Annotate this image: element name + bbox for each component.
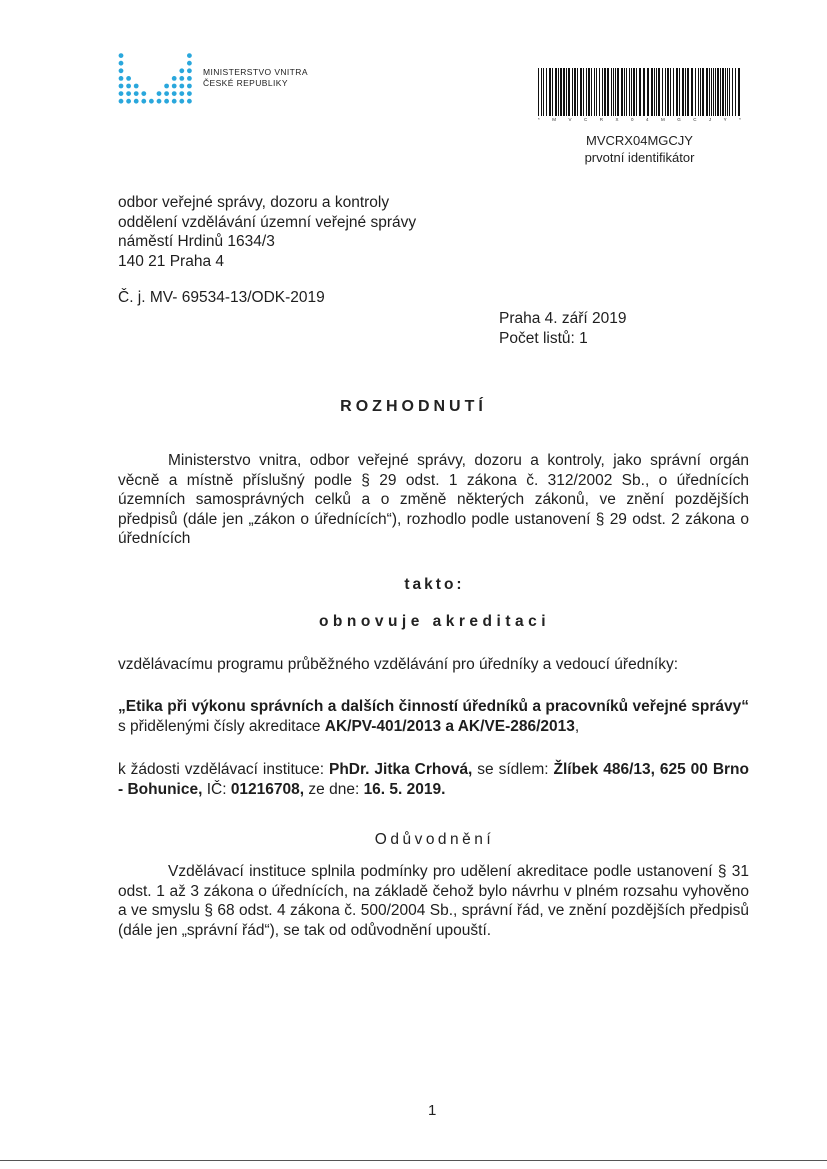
barcode	[538, 68, 741, 122]
barcode-id-label: prvotní identifikátor	[584, 150, 695, 165]
barcode-chars	[538, 117, 741, 122]
intro-paragraph: Ministerstvo vnitra, odbor veřejné správy, dozoru a kontroly, jako správní orgán věcně a místně příslušný podle § 29 odst. 1 zákona č. 312/2002 Sb., o úřednících územních samosprávných celků a o změně některých zákonů, ve znění pozdějších předpisů (dále jen „zákon o úřednících“), rozhodlo podle ustanovení § 29 odst. 2 zákona o úřednících	[118, 452, 749, 547]
program-text2: ,	[574, 717, 580, 735]
program-text1: s přidělenými čísly akreditace	[118, 717, 325, 735]
program-name: „Etika při výkonu správních a dalších činností úředníků a pracovníků veřejné správy“	[118, 698, 749, 715]
sender-address	[118, 193, 416, 271]
barcode-char: G	[677, 117, 681, 122]
request-text1: k žádosti vzdělávací instituce:	[118, 761, 329, 778]
barcode-char: 0	[630, 117, 634, 122]
address-line4: 140 21 Praha 4	[118, 252, 225, 270]
barcode-char: Y	[723, 117, 727, 122]
barcode-identifier	[538, 132, 741, 166]
page-number: 1	[428, 1102, 437, 1119]
barcode-char: R	[599, 117, 603, 122]
institution-address: Žlíbek 486/13, 625 00 Brno - Bohunice,	[118, 761, 749, 798]
address-line1: odbor veřejné správy, dozoru a kontroly	[118, 194, 390, 211]
program-line: vzdělávacímu programu průběžného vzdělávání pro úředníky a vedoucí úředníky:	[118, 656, 679, 673]
barcode-id: MVCRX04MGCJY	[586, 133, 693, 148]
request-text4: ze dne:	[304, 780, 364, 798]
barcode-char: X	[615, 117, 619, 122]
reference-number: Č. j. MV- 69534-13/ODK-2019	[118, 289, 325, 306]
ministry-name	[203, 67, 308, 89]
request-text2: se sídlem:	[472, 761, 554, 778]
institution-name: PhDr. Jitka Crhová,	[328, 761, 473, 778]
request-text3: IČ:	[202, 780, 231, 798]
ministry-logo-icon	[117, 44, 197, 106]
barcode-char: C	[583, 117, 588, 122]
date-line: Praha 4. září 2019	[499, 310, 627, 327]
program-paragraph	[118, 697, 749, 736]
accreditation-numbers: AK/PV-401/2013 a AK/VE-286/2013	[324, 717, 575, 735]
barcode-char: M	[552, 117, 556, 122]
reasoning-heading: Odůvodnění	[374, 831, 495, 848]
barcode-char: *	[538, 117, 540, 122]
request-paragraph	[118, 760, 749, 799]
sheet-count: Počet listů: 1	[499, 329, 588, 347]
scan-edge-line	[0, 1160, 827, 1161]
reasoning-paragraph: Vzdělávací instituce splnila podmínky pro udělení akreditace podle ustanovení § 31 odst. 1 až 3 zákona o úřednících, na základě čehož bylo návrhu v plném rozsahu vyhověno a ve smyslu § 68 odst. 4 zákona č. 500/2004 Sb., správní řád, ve znění pozdějších předpisů (dále jen „správní řád“), se tak od odůvodnění upouští.	[118, 863, 749, 939]
ministry-logo	[117, 44, 332, 106]
document-title: ROZHODNUTÍ	[340, 398, 487, 415]
barcode-char: *	[739, 117, 741, 122]
barcode-char: 4	[645, 117, 649, 122]
decision-heading: obnovuje akreditaci	[318, 613, 551, 630]
address-line3: náměstí Hrdinů 1634/3	[118, 233, 275, 250]
ministry-name-line2: ČESKÉ REPUBLIKY	[203, 78, 288, 88]
barcode-icon	[538, 68, 741, 116]
barcode-char: V	[568, 117, 572, 122]
date-block	[499, 309, 627, 348]
ministry-name-line1: MINISTERSTVO VNITRA	[203, 67, 308, 77]
address-line2: oddělení vzdělávání územní veřejné správy	[118, 213, 417, 231]
institution-ico: 01216708,	[230, 780, 305, 798]
barcode-char: C	[693, 117, 697, 122]
barcode-char: J	[708, 117, 712, 122]
takto-heading: takto:	[404, 576, 465, 593]
request-date: 16. 5. 2019.	[363, 780, 446, 798]
barcode-char: M	[660, 117, 665, 122]
